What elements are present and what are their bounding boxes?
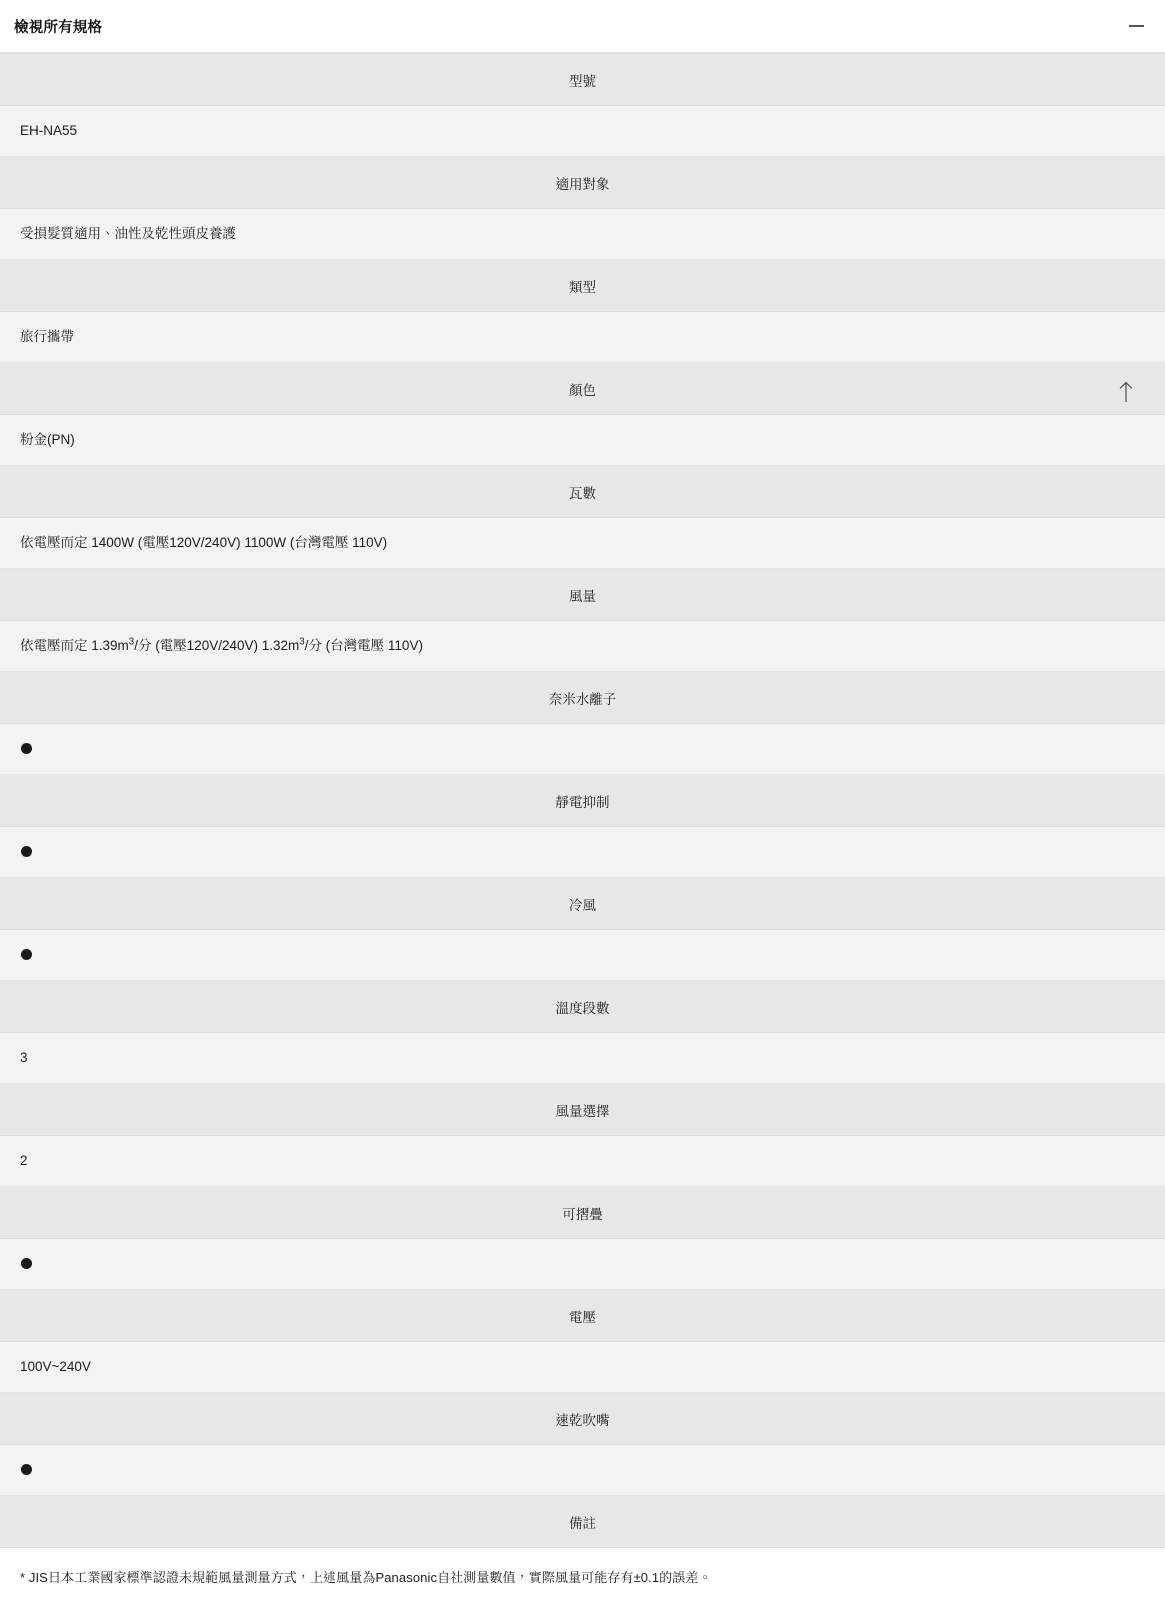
spec-label: 備註 (0, 1496, 1165, 1548)
spec-label-row (0, 1393, 1165, 1445)
spec-value (0, 1239, 1165, 1290)
spec-label-row (0, 569, 1165, 621)
spec-value: 3 (0, 1033, 1165, 1084)
spec-label: 風量選擇 (0, 1084, 1165, 1136)
spec-value-row (0, 621, 1165, 672)
spec-label-row (0, 363, 1165, 415)
spec-value (0, 930, 1165, 981)
spec-value-row (0, 106, 1165, 157)
spec-value: 旅行攜帶 (0, 312, 1165, 363)
spec-value (0, 1445, 1165, 1496)
spec-value-row (0, 827, 1165, 878)
spec-value: 依電壓而定 1400W (電壓120V/240V) 1100W (台灣電壓 110V) (0, 518, 1165, 569)
feature-available-dot-icon (21, 949, 32, 960)
spec-label: 型號 (0, 54, 1165, 106)
spec-label: 適用對象 (0, 157, 1165, 209)
feature-available-dot-icon (21, 846, 32, 857)
spec-panel-title: 檢視所有規格 (14, 19, 103, 36)
feature-available-dot-icon (21, 743, 32, 754)
spec-label: 溫度段數 (0, 981, 1165, 1033)
spec-label-row (0, 54, 1165, 106)
spec-label: 電壓 (0, 1290, 1165, 1342)
spec-label-row (0, 157, 1165, 209)
spec-label-row (0, 1496, 1165, 1548)
spec-label-row (0, 981, 1165, 1033)
spec-label-row (0, 672, 1165, 724)
spec-value: 粉金(PN) (0, 415, 1165, 466)
spec-value-row (0, 1342, 1165, 1393)
spec-footnote-row (0, 1548, 1165, 1611)
spec-value-row (0, 209, 1165, 260)
spec-value: 2 (0, 1136, 1165, 1187)
spec-label-row (0, 1187, 1165, 1239)
spec-value-row (0, 312, 1165, 363)
spec-value (0, 724, 1165, 775)
spec-value-row (0, 1136, 1165, 1187)
spec-label: 可摺疊 (0, 1187, 1165, 1239)
arrow-up-icon[interactable] (1111, 375, 1141, 409)
spec-panel-header[interactable] (0, 0, 1165, 53)
spec-label: 速乾吹嘴 (0, 1393, 1165, 1445)
spec-label: 風量 (0, 569, 1165, 621)
spec-label: 顏色 (0, 363, 1165, 415)
spec-value: EH-NA55 (0, 106, 1165, 157)
minus-icon-bar (1129, 25, 1144, 27)
spec-label-row (0, 878, 1165, 930)
spec-label: 瓦數 (0, 466, 1165, 518)
spec-label-row (0, 775, 1165, 827)
spec-value-row (0, 415, 1165, 466)
spec-label-row (0, 1084, 1165, 1136)
spec-value: 100V~240V (0, 1342, 1165, 1393)
spec-table (0, 53, 1165, 1611)
spec-value-row (0, 1239, 1165, 1290)
spec-value: 依電壓而定 $1.39m^3/$分 (電壓120V/240V) $1.32m^3/$分 (台灣電壓 110V) (0, 621, 1165, 672)
spec-label: 奈米水離子 (0, 672, 1165, 724)
spec-value (0, 827, 1165, 878)
spec-label-row (0, 466, 1165, 518)
spec-value-row (0, 930, 1165, 981)
spec-footnote: * JIS日本工業國家標準認證未規範風量測量方式，上述風量為Panasonic自社測量數值，實際風量可能存有±0.1的誤差。 (0, 1548, 1165, 1611)
spec-value-row (0, 1033, 1165, 1084)
spec-label-row (0, 260, 1165, 312)
feature-available-dot-icon (21, 1258, 32, 1269)
spec-value-row (0, 1445, 1165, 1496)
spec-value-row (0, 724, 1165, 775)
spec-label-row (0, 1290, 1165, 1342)
spec-label: 靜電抑制 (0, 775, 1165, 827)
spec-label: 類型 (0, 260, 1165, 312)
spec-label: 冷風 (0, 878, 1165, 930)
spec-value: 受損髮質適用、油性及乾性頭皮養護 (0, 209, 1165, 260)
feature-available-dot-icon (21, 1464, 32, 1475)
minus-icon[interactable] (1125, 15, 1147, 37)
spec-value-row (0, 518, 1165, 569)
